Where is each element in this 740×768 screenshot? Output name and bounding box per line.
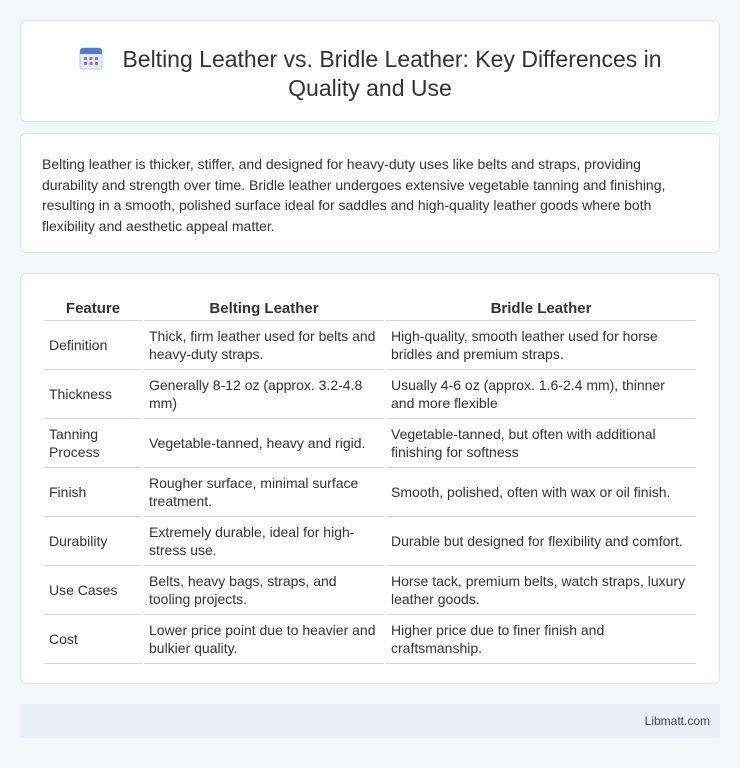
feature-cell: Durability [44, 517, 142, 566]
page-title-container [41, 45, 699, 103]
table-row [44, 419, 696, 468]
feature-cell: Cost [44, 615, 142, 664]
comparison-table-card [20, 273, 720, 684]
title-card [20, 20, 720, 122]
bridle-cell: Usually 4-6 oz (approx. 1.6-2.4 mm), thinner and more flexible [386, 370, 696, 419]
table-row [44, 321, 696, 370]
header-bridle-leather: Bridle Leather [386, 296, 696, 321]
feature-cell: Tanning Process [44, 419, 142, 468]
header-belting-leather: Belting Leather [144, 296, 384, 321]
bridle-cell: Durable but designed for flexibility and comfort. [386, 517, 696, 566]
feature-cell: Thickness [44, 370, 142, 419]
feature-cell: Finish [44, 468, 142, 517]
belting-cell: Lower price point due to heavier and bulkier quality. [144, 615, 384, 664]
belting-cell: Belts, heavy bags, straps, and tooling projects. [144, 566, 384, 615]
bridle-cell: Horse tack, premium belts, watch straps, luxury leather goods. [386, 566, 696, 615]
table-row [44, 370, 696, 419]
table-row [44, 566, 696, 615]
comparison-table [42, 296, 698, 664]
belting-cell: Thick, firm leather used for belts and heavy-duty straps. [144, 321, 384, 370]
table-header-row [44, 296, 696, 321]
bridle-cell: High-quality, smooth leather used for horse bridles and premium straps. [386, 321, 696, 370]
header-feature: Feature [44, 296, 142, 321]
bridle-cell: Vegetable-tanned, but often with additional finishing for softness [386, 419, 696, 468]
belting-cell: Generally 8-12 oz (approx. 3.2-4.8 mm) [144, 370, 384, 419]
table-row [44, 517, 696, 566]
belting-cell: Vegetable-tanned, heavy and rigid. [144, 419, 384, 468]
belting-cell: Rougher surface, minimal surface treatment. [144, 468, 384, 517]
belting-cell: Extremely durable, ideal for high-stress use. [144, 517, 384, 566]
bridle-cell: Smooth, polished, often with wax or oil finish. [386, 468, 696, 517]
page-title: Belting Leather vs. Bridle Leather: Key Differences in Quality and Use [122, 46, 662, 101]
bridle-cell: Higher price due to finer finish and craftsmanship. [386, 615, 696, 664]
footer-bar [20, 704, 720, 738]
feature-cell: Definition [44, 321, 142, 370]
summary-card [20, 133, 720, 253]
summary-paragraph: Belting leather is thicker, stiffer, and designed for heavy-duty uses like belts and straps, providing durability and strength over time. Bridle leather undergoes extensive vegetable tanning and finishing, resulting in a smooth, polished surface ideal for saddles and high-quality leather goods where both flexibility and aesthetic appeal matter. [42, 156, 666, 234]
table-row [44, 468, 696, 517]
footer-brand-link[interactable]: Libmatt.com [644, 714, 710, 728]
calendar-grid-icon [78, 45, 104, 71]
table-row [44, 615, 696, 664]
feature-cell: Use Cases [44, 566, 142, 615]
